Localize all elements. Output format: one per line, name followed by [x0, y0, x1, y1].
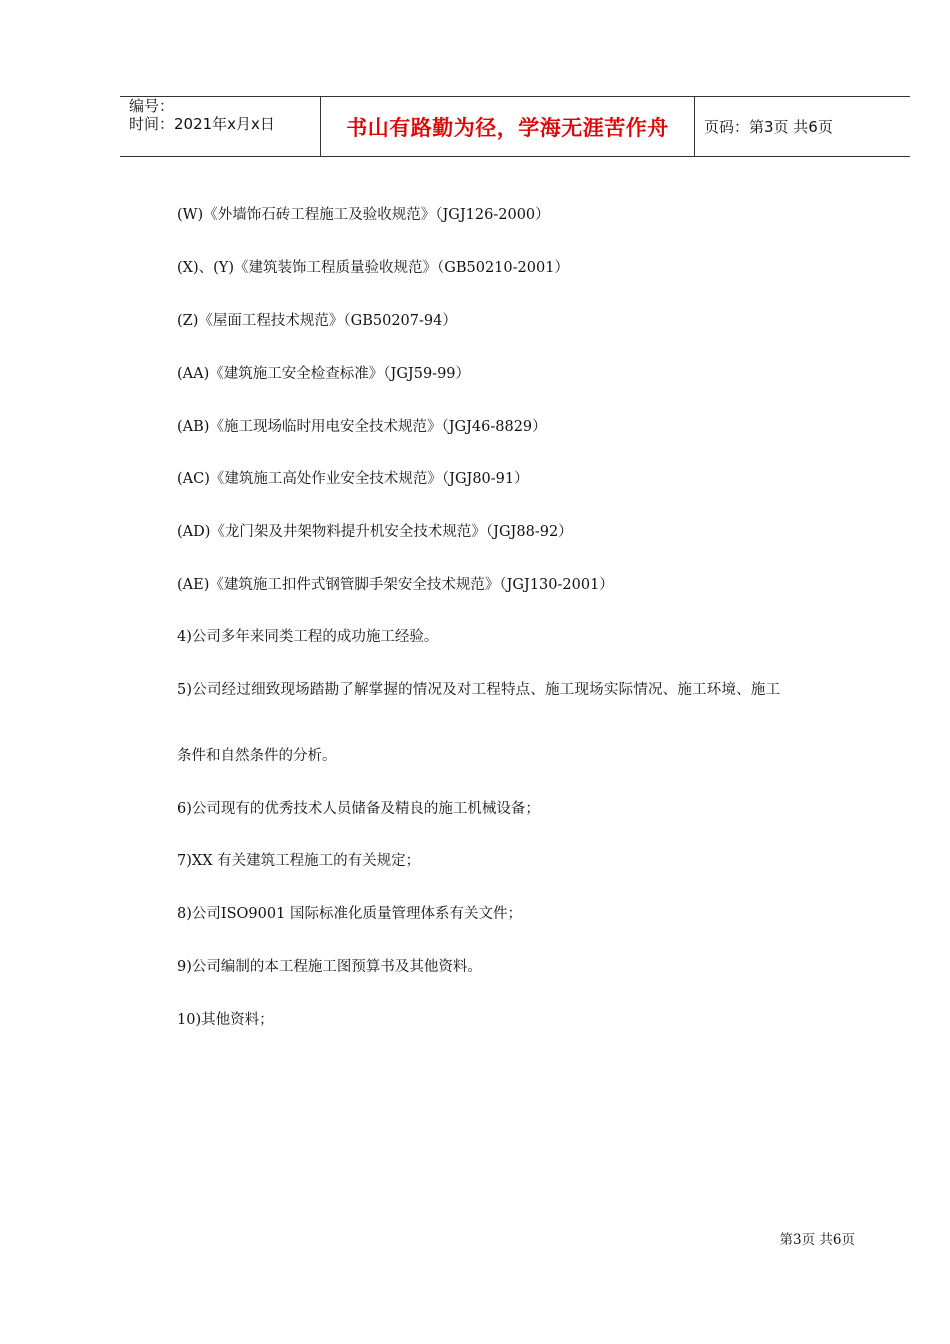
text-line: 条件和自然条件的分析。	[177, 748, 337, 764]
document-code-label: 编号：	[129, 97, 175, 115]
text-line: 8)公司ISO9001 国际标准化质量管理体系有关文件；	[177, 906, 522, 922]
text-line: (X)、(Y)《建筑装饰工程质量验收规范》（GB50210-2001）	[177, 260, 569, 276]
text-line: 7)XX 有关建筑工程施工的有关规定；	[177, 853, 421, 869]
text-line: 4)公司多年来同类工程的成功施工经验。	[177, 629, 439, 645]
header-motto-cell	[321, 97, 695, 156]
text-line: (AB)《施工现场临时用电安全技术规范》（JGJ46-8829）	[177, 419, 547, 435]
page-footer-number: 第3页 共6页	[779, 1232, 855, 1248]
text-line: 6)公司现有的优秀技术人员储备及精良的施工机械设备；	[177, 801, 540, 817]
header-info-cell	[120, 97, 321, 156]
text-line: 9)公司编制的本工程施工图预算书及其他资料。	[177, 959, 482, 975]
text-line: (AC)《建筑施工高处作业安全技术规范》（JGJ80-91）	[177, 471, 529, 487]
text-line: (AD)《龙门架及井架物料提升机安全技术规范》（JGJ88-92）	[177, 524, 573, 540]
text-line: (AA)《建筑施工安全检查标准》（JGJ59-99）	[177, 366, 471, 382]
header-motto: 书山有路勤为径，学海无涯苦作舟	[346, 115, 669, 140]
text-line: 10)其他资料；	[177, 1012, 274, 1028]
text-line: (W)《外墙饰石砖工程施工及验收规范》（JGJ126-2000）	[177, 207, 550, 223]
page-header	[120, 96, 910, 157]
text-line: 5)公司经过细致现场踏勘了解掌握的情况及对工程特点、施工现场实际情况、施工环境、施工	[177, 682, 781, 698]
header-page-cell	[695, 97, 910, 156]
text-line: (Z)《屋面工程技术规范》（GB50207-94）	[177, 313, 457, 329]
header-page-number: 页码：第3页 共6页	[704, 118, 833, 136]
text-line: (AE)《建筑施工扣件式钢管脚手架安全技术规范》（JGJ130-2001）	[177, 577, 614, 593]
document-time-label: 时间：2021年x月x日	[129, 115, 275, 133]
